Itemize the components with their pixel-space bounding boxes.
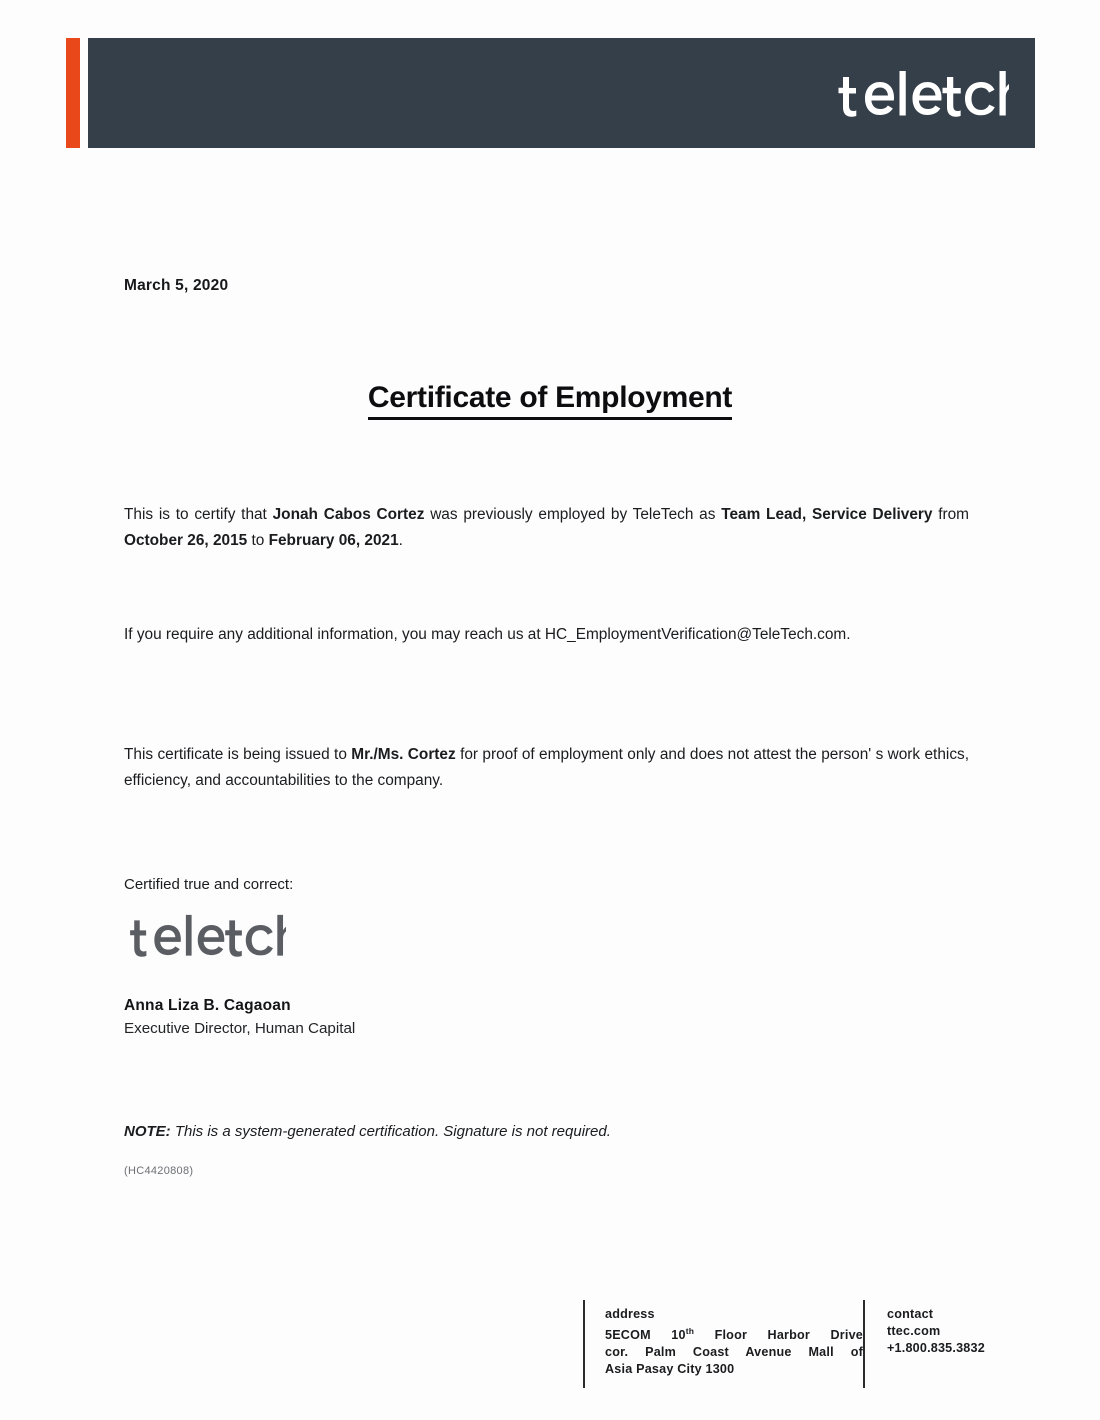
document-footer [583,1300,1053,1392]
footer-contact-block [865,1300,1037,1357]
p1-lead: This is to certify that [124,506,273,523]
footer-address-floor-number: 10 [671,1328,686,1343]
header-accent-bar [66,38,80,148]
footer-address-line1-a: 5ECOM [605,1328,651,1343]
page-title [0,381,1100,415]
footer-address-line1-b: Floor Harbor Drive [714,1328,863,1343]
p1-mid2: from [932,506,970,523]
employment-end-date: February 06, 2021 [268,532,399,549]
note-prefix: NOTE: [124,1123,171,1140]
footer-address-floor-ordinal: th [685,1326,695,1336]
p3-lead: This certificate is being issued to [124,746,352,763]
footer-address-line3: Asia Pasay City 1300 [605,1362,735,1377]
paragraph-employment-statement [124,502,969,554]
employment-start-date: October 26, 2015 [124,532,248,549]
p1-mid3: to [247,532,269,549]
reference-code: (HC4420808) [124,1165,194,1177]
p3-tail: for proof of employment only and does not attest the person' s work ethics, efficiency, and accountabilities to the company. [124,746,969,789]
footer-address-line2: cor. Palm Coast Avenue Mall of [605,1345,863,1360]
document-header [66,38,1035,148]
paragraph-disclaimer [124,742,969,794]
p2-lead: If you require any additional information, you may reach us at [124,626,545,643]
certified-true-label: Certified true and correct: [124,876,294,893]
teletech-logo-signature [126,912,286,960]
page-title-text: Certificate of Employment [368,381,732,420]
signatory-title: Executive Director, Human Capital [124,1020,356,1037]
signatory-name: Anna Liza B. Cagaoan [124,997,291,1014]
footer-address-label: address [605,1307,655,1321]
footer-address-block [585,1300,863,1378]
recipient-salutation: Mr./Ms. Cortez [351,746,456,763]
note-text: This is a system-generated certification. Signature is not required. [170,1123,611,1140]
footer-contact-website[interactable]: ttec.com [887,1324,941,1338]
paragraph-contact-info [124,622,969,648]
footer-address-line1 [605,1323,863,1344]
footer-contact-label: contact [887,1307,934,1321]
employee-name: Jonah Cabos Cortez [272,506,425,523]
employee-position: Team Lead, Service Delivery [721,506,933,523]
issue-date: March 5, 2020 [124,277,229,294]
system-note [124,1123,611,1140]
p1-tail: . [398,532,403,549]
p1-mid1: was previously employed by TeleTech as [424,506,722,523]
footer-contact-phone[interactable]: +1.800.835.3832 [887,1341,985,1355]
verification-email: HC_EmploymentVerification@TeleTech.com [544,626,847,643]
p2-tail: . [846,626,851,643]
teletech-logo-header [834,67,1009,119]
